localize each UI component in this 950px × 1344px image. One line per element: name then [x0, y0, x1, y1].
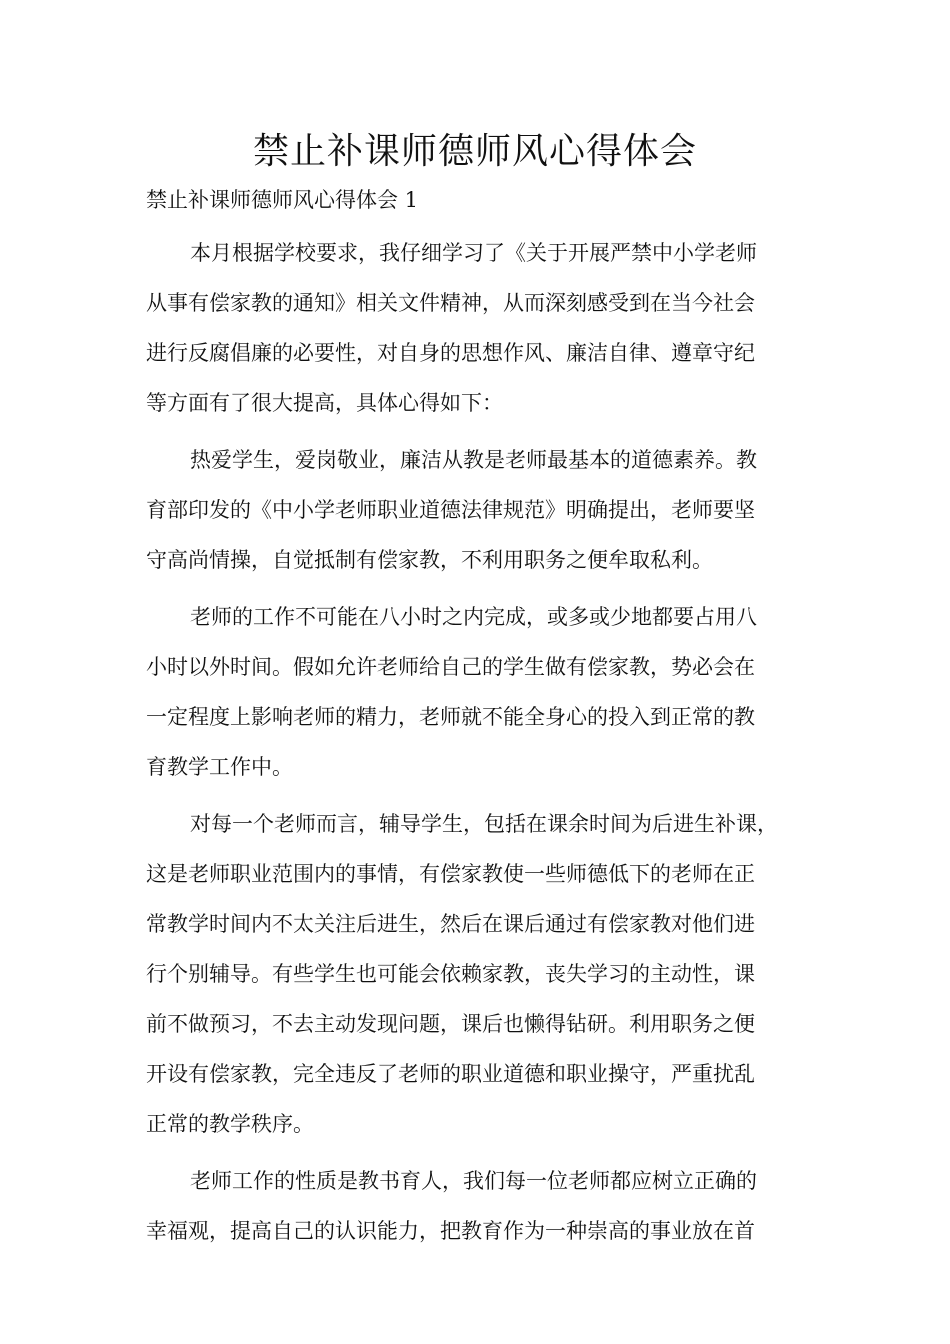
- text-line: 前不做预习，不去主动发现问题，课后也懒得钻研。利用职务之便: [146, 1012, 755, 1036]
- document-title: 禁止补课师德师风心得体会: [252, 131, 697, 172]
- text-line: 从事有偿家教的通知》相关文件精神，从而深刻感受到在当今社会: [146, 291, 755, 315]
- text-line: 正常的教学秩序。: [146, 1112, 314, 1136]
- document-body: [146, 228, 836, 1263]
- text-line: 守高尚情操，自觉抵制有偿家教，不利用职务之便牟取私利。: [146, 548, 713, 572]
- section-heading: 禁止补课师德师风心得体会 1: [146, 188, 419, 212]
- text-line: 等方面有了很大提高，具体心得如下：: [146, 391, 503, 415]
- text-line: 对每一个老师而言，辅导学生，包括在课余时间为后进生补课，: [190, 812, 778, 836]
- text-line: 育部印发的《中小学老师职业道德法律规范》明确提出，老师要坚: [146, 498, 755, 522]
- text-line: 一定程度上影响老师的精力，老师就不能全身心的投入到正常的教: [146, 705, 755, 729]
- text-line: 老师的工作不可能在八小时之内完成，或多或少地都要占用八: [190, 605, 757, 629]
- text-line: 老师工作的性质是教书育人，我们每一位老师都应树立正确的: [190, 1169, 757, 1193]
- text-line: 幸福观，提高自己的认识能力，把教育作为一种崇高的事业放在首: [146, 1219, 755, 1243]
- text-line: 开设有偿家教，完全违反了老师的职业道德和职业操守，严重扰乱: [146, 1062, 755, 1086]
- paragraph: [146, 1156, 836, 1256]
- paragraph: [146, 435, 836, 585]
- text-line: 进行反腐倡廉的必要性，对自身的思想作风、廉洁自律、遵章守纪: [146, 341, 755, 365]
- text-line: 育教学工作中。: [146, 755, 293, 779]
- text-line: 这是老师职业范围内的事情，有偿家教使一些师德低下的老师在正: [146, 862, 755, 886]
- paragraph: [146, 228, 836, 428]
- text-line: 本月根据学校要求，我仔细学习了《关于开展严禁中小学老师: [190, 241, 757, 265]
- text-line: 行个别辅导。有些学生也可能会依赖家教，丧失学习的主动性，课: [146, 962, 755, 986]
- paragraph: [146, 799, 836, 1149]
- text-line: 常教学时间内不太关注后进生，然后在课后通过有偿家教对他们进: [146, 912, 755, 936]
- paragraph: [146, 592, 836, 792]
- text-line: 小时以外时间。假如允许老师给自己的学生做有偿家教，势必会在: [146, 655, 755, 679]
- text-line: 热爱学生，爱岗敬业，廉洁从教是老师最基本的道德素养。教: [190, 448, 757, 472]
